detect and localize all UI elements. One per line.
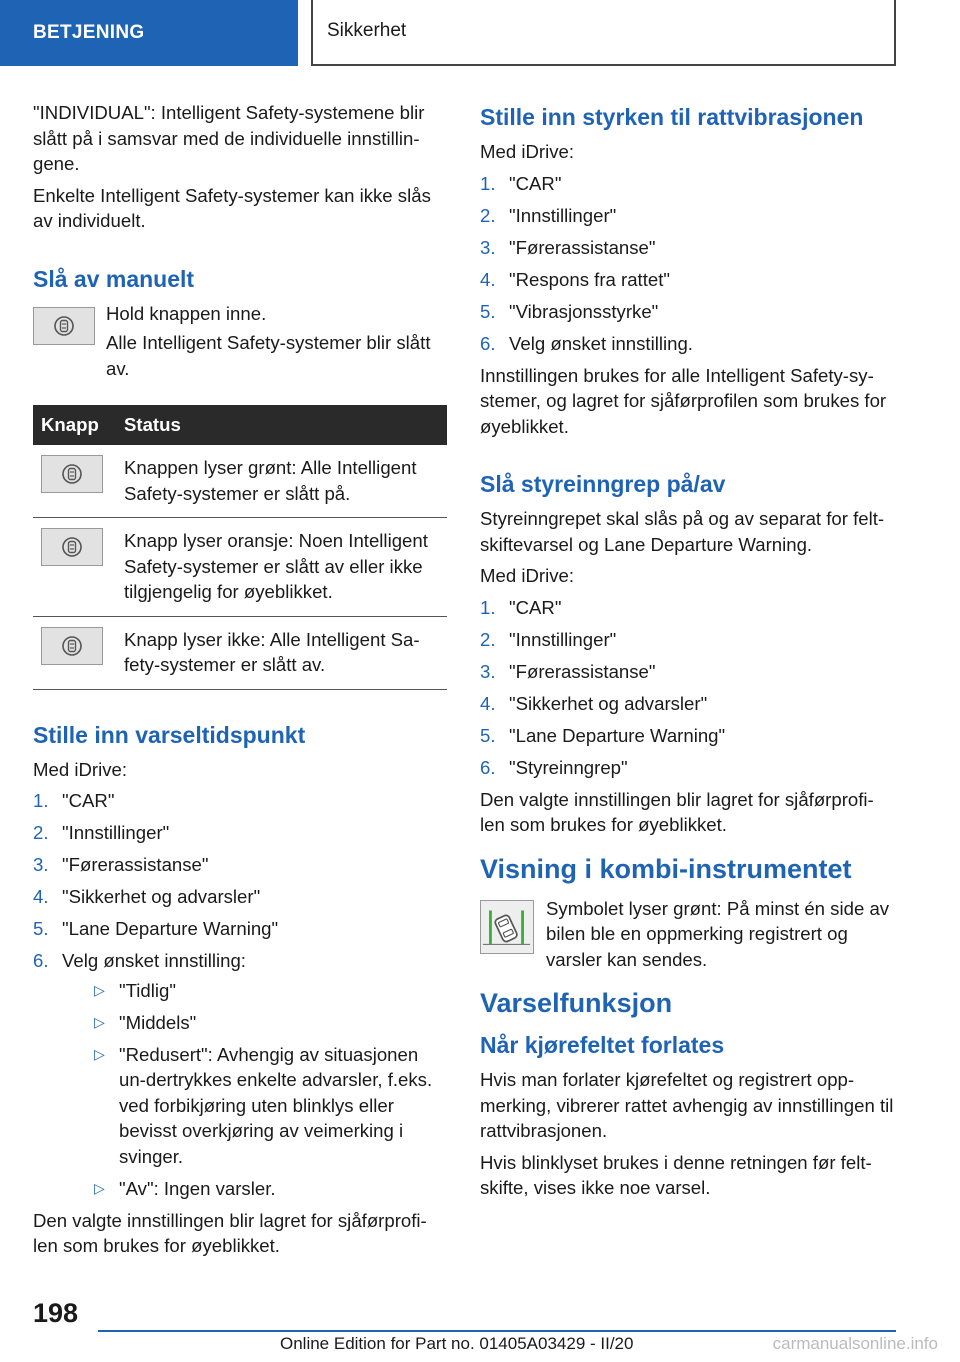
list-item: ▷ "Tidlig" [91, 978, 447, 1004]
table-cell-status: Knapp lyser oransje: Noen Intelligent Safety-systemer er slått av eller ikke tilgjengelig for øyeblikket. [116, 518, 447, 617]
heading-manual-off: Slå av manuelt [33, 265, 195, 292]
list-item: 2. "Innstillinger" [33, 822, 170, 843]
triangle-bullet-icon: ▷ [94, 981, 105, 998]
edition-text: Online Edition for Part no. 01405A03429 - II/20 [280, 1334, 634, 1353]
saved-note: Den valgte innstillingen blir lagret for sjåførprofi-len som brukes for øyeblikket. [33, 1209, 427, 1256]
table-row [33, 518, 447, 617]
list-item: 1. "CAR" [33, 790, 115, 811]
lane-departure-display-icon [480, 900, 534, 954]
table-header-status: Status [116, 405, 447, 445]
steering-saved-note: Den valgte innstillingen blir lagret for sjåførprofi-len som brukes for øyeblikket. [480, 788, 874, 835]
intelligent-safety-button-icon [33, 307, 95, 345]
list-item: 6. Velg ønsket innstilling: ▷ "Tidlig" ▷ "Middels" ▷ "Redusert": Avhengig av situasjonen un-dertrykkes enkelte advarsler, f.eks. ved forbikjøring uten blinklys eller bevisst overkjøring av veimerking i svinger. ▷ "Av": Ingen varsler. [33, 948, 447, 1201]
intelligent-safety-button-icon [41, 528, 103, 566]
chapter-tab: BETJENING [0, 0, 298, 66]
table-cell-status: Knappen lyser grønt: Alle Intelligent Safety-systemer er slått på. [116, 445, 447, 518]
manual-off-block [33, 301, 447, 382]
footer-divider [98, 1330, 896, 1332]
heading-leaving-lane: Når kjørefeltet forlates [480, 1032, 725, 1058]
display-paragraph: Symbolet lyser grønt: På minst én side av bilen ble en oppmerking registrert og varsler kan sendes. [546, 897, 890, 970]
vibration-steps-list [480, 171, 898, 357]
intro-paragraph-2: Enkelte Intelligent Safety-systemer kan ikke slås av individuelt. [33, 184, 431, 231]
display-block [480, 896, 898, 973]
table-header-button: Knapp [33, 405, 116, 445]
heading-vibration: Stille inn styrken til rattvibrasjonen [480, 104, 864, 130]
list-item: 2. "Innstillinger" [480, 628, 617, 650]
steering-paragraph: Styreinngrepet skal slås på og av separat for felt-skiftevarsel og Lane Departure Warning. [480, 508, 885, 555]
intelligent-safety-button-icon [41, 455, 103, 493]
manual-off-result: Alle Intelligent Safety-systemer blir slått av. [106, 332, 431, 379]
heading-warning-function: Varselfunksjon [480, 988, 673, 1018]
button-status-table [33, 405, 447, 690]
warning-steps-list [33, 788, 447, 1201]
list-item: 5. "Vibrasjonsstyrke" [480, 300, 659, 322]
list-item: ▷ "Redusert": Avhengig av situasjonen un-dertrykkes enkelte advarsler, f.eks. ved forbikjøring uten blinklys eller bevisst overkjøring av veimerking i svinger. [94, 1043, 433, 1167]
list-item: ▷ "Av": Ingen varsler. [91, 1176, 447, 1202]
table-cell-status: Knapp lyser ikke: Alle Intelligent Sa-fety-systemer er slått av. [116, 616, 447, 689]
leaving-paragraph-1: Hvis man forlater kjørefeltet og registrert opp-merking, vibrerer rattet avhengig av innstillingen til rattvibrasjonen. [480, 1069, 894, 1141]
triangle-bullet-icon: ▷ [94, 1179, 105, 1196]
page-header [0, 0, 960, 66]
leaving-paragraph-2: Hvis blinklyset brukes i denne retningen før felt-skifte, vises ikke noe varsel. [480, 1151, 872, 1198]
section-tab: Sikkerhet [311, 0, 896, 66]
list-item: 1. "CAR" [480, 172, 562, 194]
list-item: 1. "CAR" [480, 596, 562, 618]
left-column [33, 100, 447, 1265]
manual-off-step: Hold knappen inne. [106, 302, 267, 324]
heading-display: Visning i kombi-instrumentet [480, 853, 852, 884]
intro-paragraph-1: "INDIVIDUAL": Intelligent Safety-systemene blir slått på i samsvar med de individuelle innstillin-gene. [33, 102, 425, 174]
warning-options-list [91, 978, 447, 1202]
triangle-bullet-icon: ▷ [94, 1013, 105, 1030]
vibration-note: Innstillingen brukes for alle Intelligent Safety-sy-stemer, og lagret for sjåførprofilen som brukes for øyeblikket. [480, 364, 887, 437]
list-item: 4. "Respons fra rattet" [480, 268, 670, 290]
heading-steering-intervention: Slå styreinngrep på/av [480, 471, 726, 497]
watermark: carmanualsonline.info [772, 1334, 938, 1353]
list-item: 6. Velg ønsket innstilling. [480, 332, 693, 354]
table-row [33, 616, 447, 689]
right-column [480, 100, 898, 1207]
list-item: 2. "Innstillinger" [480, 204, 617, 226]
list-item: 5. "Lane Departure Warning" [480, 724, 726, 746]
steering-steps-list [480, 595, 898, 781]
list-item: 5. "Lane Departure Warning" [33, 918, 279, 939]
heading-warning-time: Stille inn varseltidspunkt [33, 721, 306, 748]
triangle-bullet-icon: ▷ [94, 1045, 105, 1062]
with-idrive-label: Med iDrive: [33, 758, 128, 780]
list-item: 3. "Førerassistanse" [33, 854, 209, 875]
with-idrive-label: Med iDrive: [480, 565, 575, 586]
list-item: ▷ "Middels" [91, 1010, 447, 1036]
table-header-row [33, 405, 447, 445]
list-item: 6. "Styreinngrep" [480, 756, 628, 778]
list-item: 3. "Førerassistanse" [480, 236, 656, 258]
table-row [33, 445, 447, 518]
list-item: 4. "Sikkerhet og advarsler" [480, 692, 708, 714]
page-number: 198 [33, 1298, 79, 1328]
intelligent-safety-button-icon [41, 627, 103, 665]
list-item: 3. "Førerassistanse" [480, 660, 656, 682]
list-item: 4. "Sikkerhet og advarsler" [33, 886, 261, 907]
with-idrive-label: Med iDrive: [480, 141, 575, 162]
